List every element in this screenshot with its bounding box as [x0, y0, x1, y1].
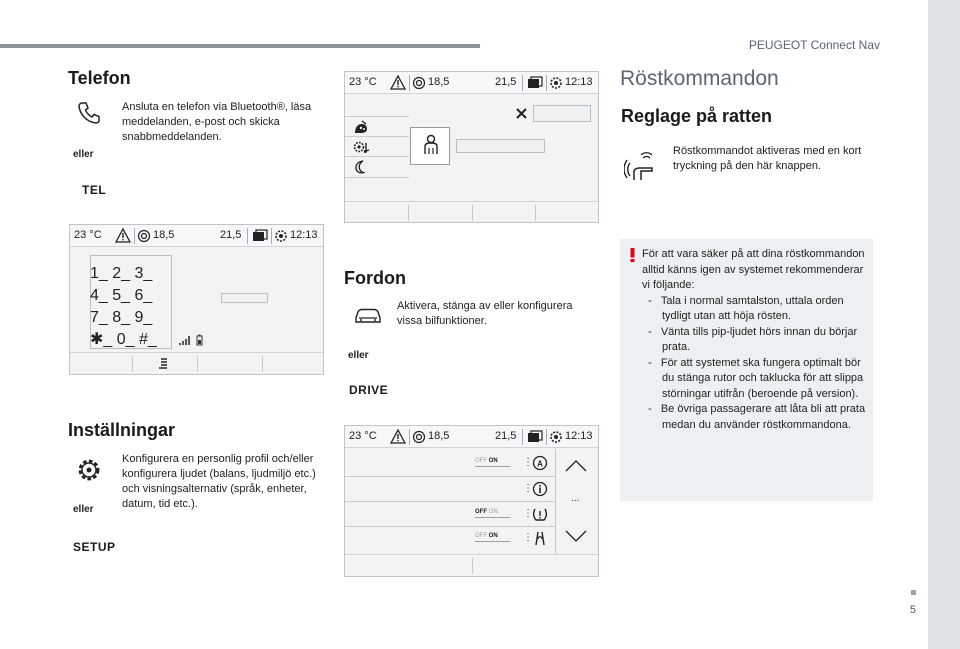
- installningar-description: Konfigurera en personlig profil och/eller konfigurera ljudet (balans, ljudmiljö etc.) och visningsalternativ (språk, enheter, datum, tid etc.).: [122, 453, 316, 510]
- phone-bottom-bar: [70, 352, 323, 374]
- temperature: 23 °C: [349, 430, 377, 442]
- page-number: 5: [909, 604, 916, 616]
- status-time: 12:13: [565, 430, 593, 442]
- status-bar: [345, 72, 598, 94]
- signal-icon: [179, 335, 193, 345]
- telefon-code[interactable]: TEL: [82, 183, 107, 197]
- status-bar: [70, 225, 323, 247]
- rostkommandon-title: Röstkommandon: [620, 67, 779, 90]
- gps-icon: [412, 76, 426, 90]
- fordon-title: Fordon: [344, 268, 406, 288]
- scroll-down-icon[interactable]: [565, 530, 587, 542]
- row-menu-dots[interactable]: ⋮: [523, 532, 533, 543]
- row-menu-dots[interactable]: ⋮: [523, 508, 533, 519]
- fordon-code[interactable]: DRIVE: [349, 383, 389, 397]
- info-icon: [532, 481, 548, 497]
- sound-settings-icon[interactable]: [352, 140, 372, 155]
- vehicle-screen: [344, 425, 599, 577]
- lane-assist-icon: [532, 530, 548, 546]
- gps-icon: [412, 430, 426, 444]
- phone-screen: [69, 224, 324, 375]
- profile-icon: [422, 134, 440, 156]
- gps-icon: [137, 229, 151, 243]
- voice-command-icon: [624, 152, 660, 182]
- keypad: [90, 263, 175, 351]
- screens-icon: [252, 229, 268, 243]
- telefon-description: Ansluta en telefon via Bluetooth®, läsa meddelanden, e-post och skicka snabbmeddelanden.: [122, 101, 312, 143]
- top-rule: [0, 44, 480, 48]
- rostkommandon-description: Röstkommandot aktiveras med en kort tryckning på den här knappen.: [673, 145, 862, 172]
- settings-icon: [273, 228, 289, 244]
- tyre-pressure-icon: [532, 506, 548, 522]
- settings-icon: [548, 75, 564, 91]
- recommendation-item: - För att systemet ska fungera optimalt bör du stänga rutor och taklucka för att slippa störningar utifrån (beroende på version).: [648, 356, 864, 400]
- telefon-or: eller: [73, 149, 94, 160]
- keypad-row: 7_ 8_ 9_: [90, 309, 153, 326]
- status-time: 12:13: [565, 76, 593, 88]
- recommendations-intro: För att vara säker på att dina röstkommandon alltid känns igen av systemet rekommenderar vi följande:: [642, 248, 865, 291]
- profile-name-field[interactable]: [533, 105, 591, 122]
- status-value-1: 18,5: [153, 229, 175, 241]
- installningar-title: Inställningar: [68, 420, 176, 440]
- function-toggle-3[interactable]: OFF ON: [475, 533, 510, 545]
- close-icon[interactable]: [516, 108, 527, 119]
- status-time: 12:13: [290, 229, 318, 241]
- car-icon: [353, 306, 383, 326]
- status-value-2: 21,5: [495, 76, 517, 88]
- recommendation-item: - Be övriga passagerare att låta bli att prata medan du använder röstkommandona.: [648, 403, 866, 431]
- page-marker: [911, 590, 916, 595]
- settings-icon: [548, 429, 564, 445]
- palette-icon[interactable]: [353, 120, 369, 134]
- telefon-title: Telefon: [68, 68, 131, 88]
- installningar-or: eller: [73, 504, 94, 515]
- function-toggle-2[interactable]: OFF ON: [475, 509, 510, 521]
- night-mode-icon[interactable]: [354, 160, 368, 174]
- input-field[interactable]: [221, 293, 268, 303]
- driving-aid-icon: [532, 455, 548, 471]
- temperature: 23 °C: [74, 229, 102, 241]
- svg-text:A: A: [537, 459, 543, 469]
- fordon-or: eller: [348, 350, 369, 361]
- screens-icon: [527, 76, 543, 90]
- phone-icon: [76, 100, 102, 126]
- rostkommandon-subtitle: Reglage på ratten: [621, 106, 773, 126]
- screens-icon: [527, 430, 543, 444]
- status-bar: [345, 426, 598, 448]
- scroll-up-icon[interactable]: [565, 460, 587, 472]
- recommendations-box: [620, 239, 873, 501]
- warning-icon: [115, 228, 131, 243]
- settings-screen: [344, 71, 599, 223]
- installningar-code[interactable]: SETUP: [73, 540, 116, 554]
- row-menu-dots[interactable]: ⋮: [523, 457, 533, 468]
- keypad-row: ✱_ 0_ #_: [90, 331, 157, 348]
- settings-bottom-bar: [345, 201, 598, 223]
- keypad-row: 1_ 2_ 3_: [90, 265, 153, 282]
- recommendation-item: - Vänta tills pip-ljudet hörs innan du börjar prata.: [648, 325, 858, 353]
- warning-icon: [390, 75, 406, 90]
- page-edge-bar: [928, 0, 960, 649]
- recommendation-item: - Tala i normal samtalston, uttala orden tydligt utan att höja rösten.: [648, 294, 844, 322]
- status-value-1: 18,5: [428, 430, 450, 442]
- warning-icon: [390, 429, 406, 444]
- contacts-icon[interactable]: [156, 357, 170, 371]
- keypad-row: 4_ 5_ 6_: [90, 287, 153, 304]
- warning-exclamation-icon: [630, 248, 635, 262]
- profile-option-field[interactable]: [456, 139, 545, 153]
- more-indicator: ...: [571, 493, 580, 504]
- brand-label: PEUGEOT Connect Nav: [748, 38, 880, 52]
- status-value-2: 21,5: [495, 430, 517, 442]
- function-toggle-1[interactable]: OFF ON: [475, 458, 510, 470]
- fordon-description: Aktivera, stänga av eller konfigurera vissa bilfunktioner.: [397, 300, 573, 327]
- vehicle-bottom-bar: [345, 554, 598, 576]
- row-menu-dots[interactable]: ⋮: [523, 483, 533, 494]
- status-value-1: 18,5: [428, 76, 450, 88]
- gear-icon: [75, 456, 103, 484]
- temperature: 23 °C: [349, 76, 377, 88]
- battery-icon: [196, 334, 203, 346]
- status-value-2: 21,5: [220, 229, 242, 241]
